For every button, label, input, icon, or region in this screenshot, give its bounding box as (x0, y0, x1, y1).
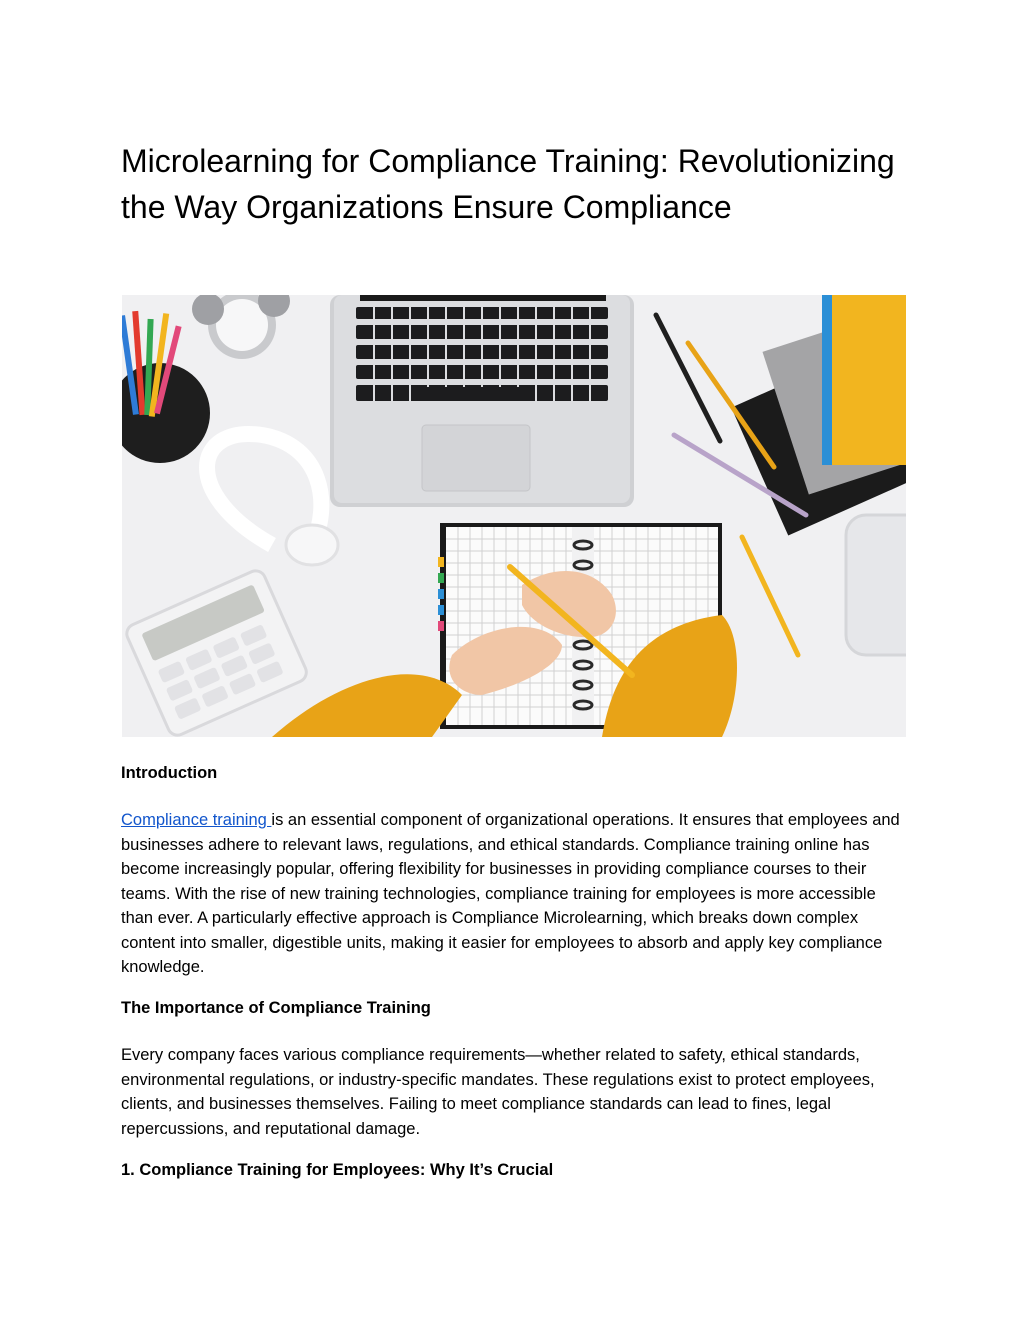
intro-paragraph (121, 808, 911, 980)
intro-heading: Introduction (121, 764, 218, 782)
importance-heading: The Importance of Compliance Training (121, 999, 431, 1017)
crucial-heading: 1. Compliance Training for Employees: Why It’s Crucial (121, 1161, 554, 1179)
compliance-training-link[interactable]: Compliance training (121, 811, 272, 829)
page-title: Microlearning for Compliance Training: Revolutionizing the Way Organizations Ensure Compliance (121, 143, 895, 225)
importance-paragraph: Every company faces various compliance requirements—whether related to safety, ethical standards, environmental regulations, or industry-specific mandates. These regulations exist to protect employees, clients, and businesses themselves. Failing to meet compliance standards can lead to fines, legal repercussions, and reputational damage. (121, 1046, 875, 1138)
laptop-icon (330, 295, 634, 507)
hero-image (122, 295, 906, 737)
intro-text: is an essential component of organizational operations. It ensures that employees and businesses adhere to relevant laws, regulations, and ethical standards. Compliance training online has become increasingly popular, offering flexibility for businesses in providing compliance courses to their teams. With the rise of new training technologies, compliance training for employees is more accessible than ever. A particularly effective approach is Compliance Microlearning, which breaks down complex content into smaller, digestible units, making it easier for employees to absorb and apply key compliance knowledge. (121, 811, 900, 976)
